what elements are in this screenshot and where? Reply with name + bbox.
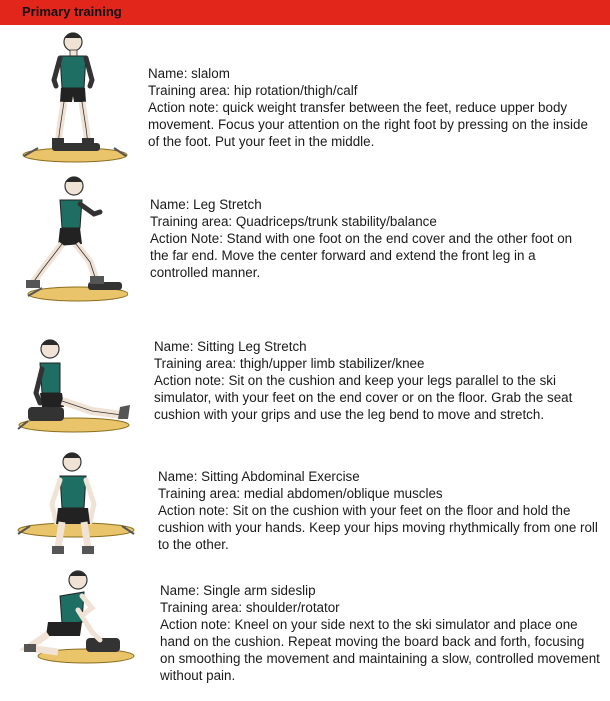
action-note: Action note: Sit on the cushion and keep your legs parallel to the ski simulator, with your feet on the end cover or on the floor. Grab the seat cushion with your grips and use the leg bend to move and stretch. <box>154 373 573 423</box>
training-area: Training area: thigh/upper limb stabilizer/knee <box>154 356 425 372</box>
exercise-name: Name: Sitting Leg Stretch <box>154 339 307 354</box>
exercise-name: Name: Single arm sideslip <box>160 583 316 598</box>
sitting-leg-stretch-illustration <box>12 335 137 440</box>
exercise-name: Name: Sitting Abdominal Exercise <box>158 469 360 484</box>
action-note: Action note: Sit on the cushion with your feet on the floor and hold the cushion with your hands. Keep your hips moving rhythmically from one roll to the other. <box>158 503 598 553</box>
single-arm-sideslip-illustration <box>18 570 138 670</box>
exercise-name: Name: Leg Stretch <box>150 197 262 212</box>
slalom-illustration <box>20 28 130 168</box>
action-note: Action note: Kneel on your side next to the ski simulator and place one hand on the cushion. Repeat moving the board back and forth, focusing on smoothing the movement and maintaining a slow, controlled movement without pain. <box>160 617 600 684</box>
sitting-abdominal-illustration <box>14 448 139 563</box>
training-area: Training area: Quadriceps/trunk stability/balance <box>150 214 437 230</box>
section-header <box>0 0 610 25</box>
action-note: Action Note: Stand with one foot on the end cover and the other foot on the far end. Move the center forward and extend the front leg in a controlled manner. <box>150 231 573 281</box>
exercise-name: Name: slalom <box>148 66 230 81</box>
section-title: Primary training <box>22 4 122 19</box>
training-area: Training area: shoulder/rotator <box>160 600 340 616</box>
leg-stretch-illustration <box>18 170 128 305</box>
training-area: Training area: medial abdomen/oblique muscles <box>158 486 443 502</box>
action-note: Action note: quick weight transfer between the feet, reduce upper body movement. Focus your attention on the right foot by pressing on the inside of the foot. Put your feet in the middle. <box>148 100 588 150</box>
training-area: Training area: hip rotation/thigh/calf <box>148 83 358 99</box>
